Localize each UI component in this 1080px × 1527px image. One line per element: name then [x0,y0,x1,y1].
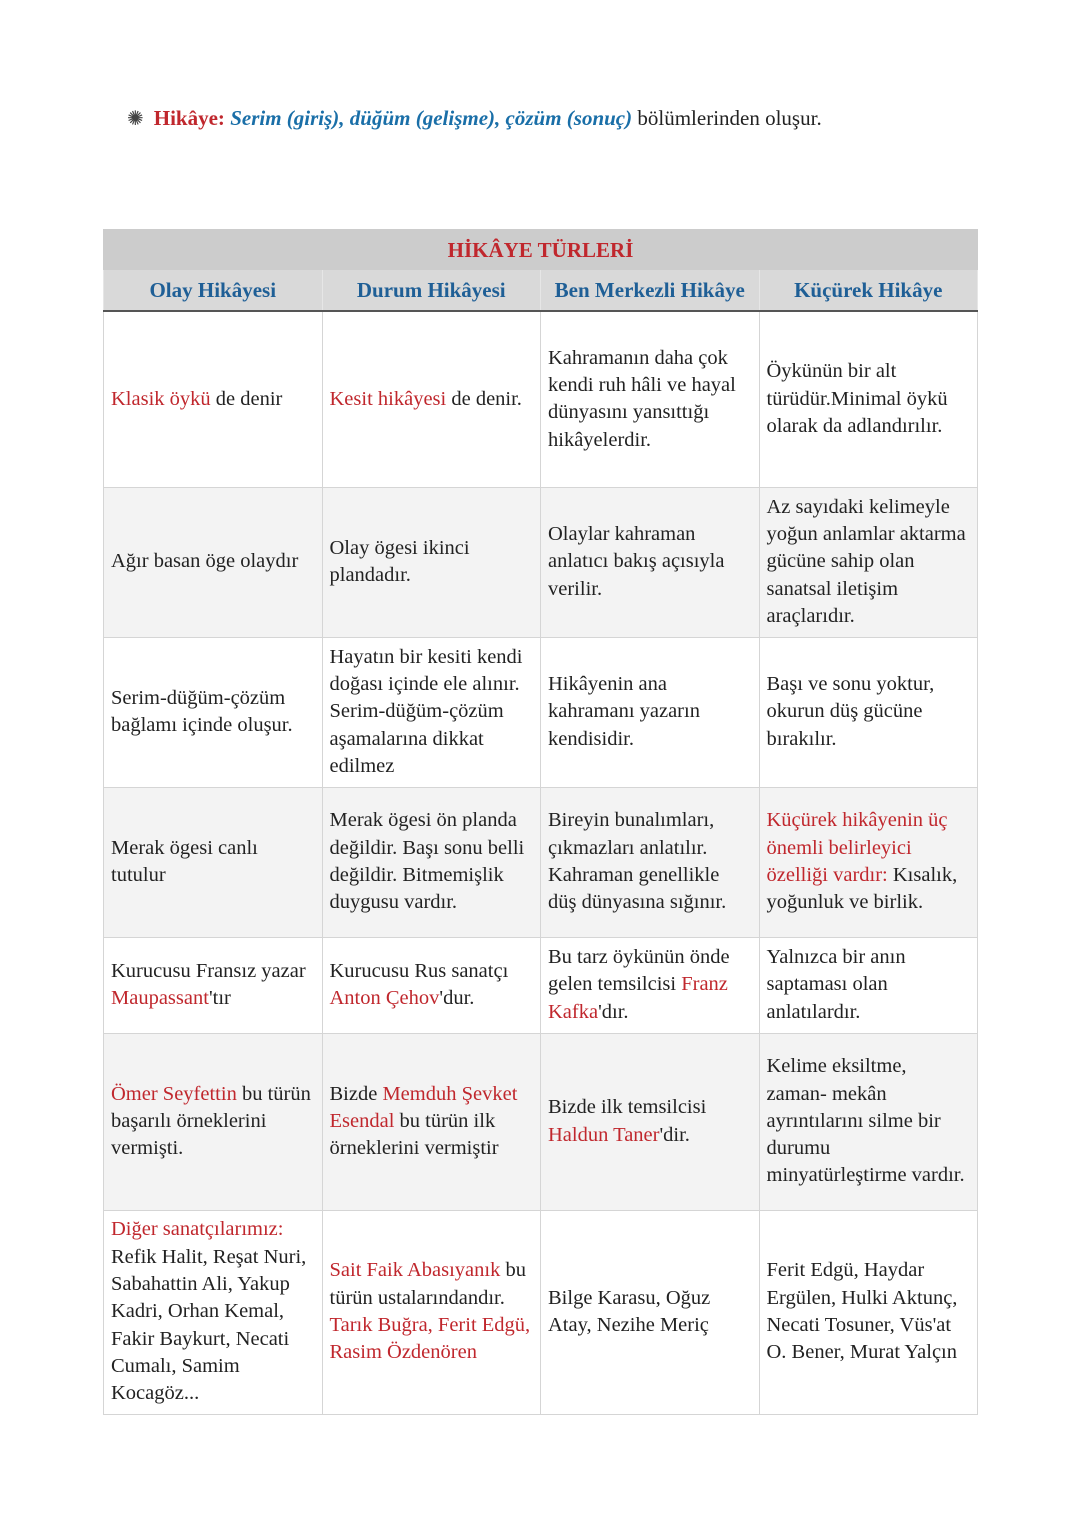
cell-text: Yalnızca bir anın saptaması olan anlatılardır. [766,946,906,1023]
cell-text: Hayatın bir kesiti kendi doğası içinde ele alınır. Serim-düğüm-çözüm aşamalarına dikkat edilmez [329,645,523,777]
cell-text: Ferit Edgü, Haydar Ergülen, Hulki Aktunç, Necati Tosuner, Vüs'at O. Bener, Murat Yalçın [766,1259,958,1364]
cell-text: Hikâyenin ana kahramanı yazarın kendisidir. [548,673,700,750]
cell-text: 'tır [208,987,231,1009]
cell-text: Refik Halit, Reşat Nuri, Sabahattin Ali, Yakup Kadri, Orhan Kemal, Fakir Baykurt, Necati Cumalı, Samim Kocagöz... [111,1245,307,1405]
cell-kucurek [759,311,978,487]
table-body [104,311,978,1414]
cell-kucurek [759,1210,978,1414]
cell-olay [104,937,323,1033]
cell-text: de denir. [446,387,522,410]
cell-kucurek [759,787,978,937]
highlight-text: Sait Faik Abasıyanık [329,1259,501,1282]
cell-text: Öykünün bir alt türüdür.Minimal öykü olarak da adlandırılır. [766,360,948,437]
cell-text: de denir [210,387,283,410]
header-durum-hikayesi: Durum Hikâyesi [322,270,541,311]
cell-text: 'dır. [598,1000,629,1023]
cell-text: Ağır basan öge olaydır [111,550,299,573]
cell-ben-merkezli [541,1210,760,1414]
cell-ben-merkezli [541,1033,760,1210]
cell-text: Başı ve sonu yoktur, okurun düş gücüne bırakılır. [766,673,935,750]
intro-parts: Serim (giriş), düğüm (gelişme), çözüm (sonuç) [230,106,633,130]
table-row [104,637,978,787]
cell-ben-merkezli [541,937,760,1033]
cell-durum [322,487,541,637]
header-kucurek-hikaye: Küçürek Hikâye [759,270,978,311]
cell-text: Az sayıdaki kelimeyle yoğun anlamlar aktarma gücüne sahip olan sanatsal iletişim araçlarıdır. [766,495,966,627]
cell-text: Kurucusu Fransız yazar [111,959,306,982]
cell-durum [322,937,541,1033]
cell-text: Olaylar kahraman anlatıcı bakış açısıyla verilir. [548,523,725,600]
table-row [104,311,978,487]
cell-ben-merkezli [541,487,760,637]
highlight-text: Diğer sanatçılarımız: [111,1218,284,1241]
cell-text: bu türün ilk örneklerini vermiştir [329,1109,499,1160]
intro-label: Hikâye: [153,106,225,130]
table-row [104,487,978,637]
cell-durum [322,311,541,487]
cell-text: Olay ögesi ikinci plandadır. [329,536,470,586]
cell-text: 'dir. [659,1123,690,1146]
intro-tail: bölümlerinden oluşur. [632,106,822,130]
cell-durum [322,1033,541,1210]
asterisk-icon: ✺ [127,106,144,130]
cell-text: 'dur. [439,987,475,1009]
story-types-table [103,229,978,1415]
cell-text: bu türün başarılı örneklerini vermişti. [111,1082,311,1160]
cell-kucurek [759,637,978,787]
header-ben-merkezli-hikaye: Ben Merkezli Hikâye [541,270,760,311]
cell-durum [322,637,541,787]
table-row [104,1033,978,1210]
table-title: HİKÂYE TÜRLERİ [104,230,978,271]
cell-text: Bu tarz öykünün önde gelen temsilcisi [548,946,730,996]
cell-text: Kurucusu Rus sanatçı [329,959,509,982]
cell-olay [104,311,323,487]
highlight-text: Tarık Buğra, Ferit Edgü, Rasim Özdenören [329,1314,531,1364]
cell-text: Kahramanın daha çok kendi ruh hâli ve hayal dünyasını yansıttığı hikâyelerdir. [548,346,736,451]
cell-ben-merkezli [541,311,760,487]
cell-durum [322,1210,541,1414]
cell-durum [322,787,541,937]
table-row [104,937,978,1033]
highlight-text: Haldun Taner [548,1123,660,1146]
cell-ben-merkezli [541,787,760,937]
cell-text: Kısalık, yoğunluk ve birlik. [766,864,958,914]
table-row [104,1210,978,1414]
cell-text: Serim-düğüm-çözüm bağlamı içinde oluşur. [111,686,293,736]
highlight-text: Franz Kafka [548,973,728,1023]
cell-text: Bilge Karasu, Oğuz Atay, Nezihe Meriç [548,1286,711,1336]
table-row [104,787,978,937]
cell-olay [104,787,323,937]
cell-olay [104,1033,323,1210]
highlight-text: Anton Çehov [329,987,440,1009]
highlight-text: Maupassant [111,987,209,1009]
cell-kucurek [759,937,978,1033]
highlight-text: Kesit hikâyesi [329,387,447,410]
cell-text: Merak ögesi canlı tutulur [111,836,258,886]
cell-text: Kelime eksiltme, zaman- mekân ayrıntılarını silme bir durumu minyatürleştirme vardır. [766,1055,965,1187]
highlight-text: Küçürek hikâyenin üç önemli belirleyici özelliği vardır: [766,809,948,886]
cell-olay [104,1210,323,1414]
intro-line [127,103,822,133]
cell-olay [104,487,323,637]
cell-text: bu türün ustalarındandır. [329,1259,526,1309]
cell-text: Merak ögesi ön planda değildir. Başı sonu belli değildir. Bitmemişlik duygusu vardır. [329,809,525,914]
cell-text: Bireyin bunalımları, çıkmazları anlatılır. Kahraman genellikle düş dünyasına sığınır. [548,809,727,914]
cell-kucurek [759,1033,978,1210]
cell-text: Bizde ilk temsilcisi [548,1096,707,1119]
cell-olay [104,637,323,787]
highlight-text: Memduh Şevket Esendal [329,1082,518,1132]
cell-ben-merkezli [541,637,760,787]
highlight-text: Ömer Seyfettin [111,1082,237,1105]
header-olay-hikayesi: Olay Hikâyesi [104,270,323,311]
cell-text: Bizde [329,1082,383,1105]
highlight-text: Klasik öykü [111,387,211,410]
cell-kucurek [759,487,978,637]
